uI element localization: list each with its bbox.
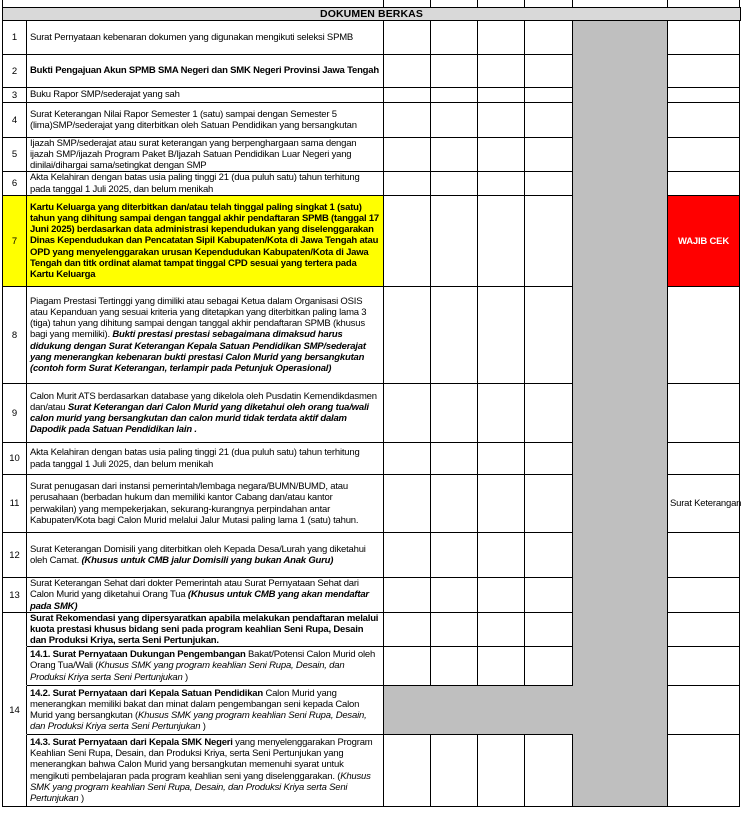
table-header-row [3, 7, 741, 21]
grid-strip-cell [525, 0, 573, 7]
table-row [3, 103, 741, 138]
item-description [27, 384, 384, 443]
grid-strip-cell [573, 0, 668, 7]
check-cell[interactable] [478, 88, 525, 103]
table-row [3, 613, 741, 647]
table-row [3, 172, 741, 196]
status-cell[interactable] [668, 287, 740, 384]
gray-column-cell [573, 103, 668, 138]
row-number-cell: 11 [3, 475, 27, 533]
gray-column-cell [573, 196, 668, 287]
check-cell[interactable] [384, 21, 431, 55]
check-cell[interactable] [431, 475, 478, 533]
gray-column-cell [573, 138, 668, 172]
item-description [27, 138, 384, 172]
item-description [27, 55, 384, 88]
check-cell[interactable] [384, 384, 431, 443]
gray-column-cell [573, 735, 668, 807]
gray-column-cell [573, 287, 668, 384]
item-description [27, 172, 384, 196]
check-cell[interactable] [384, 533, 431, 578]
status-cell[interactable] [668, 88, 740, 103]
row-number-cell: 14 [3, 686, 27, 735]
row-number-cell [3, 735, 27, 807]
check-cell[interactable] [525, 735, 573, 807]
status-cell[interactable] [668, 613, 740, 647]
merged-gray-cell [384, 686, 573, 735]
gray-column-cell [573, 613, 668, 647]
description-text-run: Surat Keterangan Nilai Rapor Semester 1 (satu) sampai dengan Semester 5 (lima)SMP/sederajat yang diterbitkan oleh Satuan Pendidikan yang bersangkutan [30, 108, 357, 131]
description-text-run: Akta Kelahiran dengan batas usia paling tinggi 21 (dua puluh satu) tahun terhitung pada tanggal 1 Juli 2025, dan belum menikah [30, 172, 360, 195]
table-row [3, 196, 741, 287]
description-text-run: Calon Murid yang menerangkan memiliki bakat dan minat dalam pengembangan seni kepada Calon Murid yang bersangkutan ( [30, 687, 360, 721]
check-cell[interactable] [384, 172, 431, 196]
status-cell[interactable] [668, 443, 740, 475]
check-cell[interactable] [384, 196, 431, 287]
check-cell[interactable] [478, 172, 525, 196]
row-number-cell: 1 [3, 21, 27, 55]
table-row [3, 55, 741, 88]
check-cell[interactable] [431, 578, 478, 613]
gray-column-cell [573, 21, 668, 55]
status-cell[interactable] [668, 578, 740, 613]
check-cell[interactable] [525, 647, 573, 686]
gray-column-cell [573, 533, 668, 578]
row-number-cell: 9 [3, 384, 27, 443]
check-cell[interactable] [384, 287, 431, 384]
item-description [27, 613, 384, 647]
grid-strip-cell [27, 0, 384, 7]
description-text-run: (Khusus untuk CMB jalur Domisili yang bukan Anak Guru) [81, 555, 334, 566]
table-row [3, 138, 741, 172]
note-cell [668, 475, 740, 533]
table-body [3, 21, 741, 807]
check-cell[interactable] [384, 443, 431, 475]
item-description [27, 287, 384, 384]
row-number-cell: 8 [3, 287, 27, 384]
table-row [3, 88, 741, 103]
table-row [3, 578, 741, 613]
row-number-cell [3, 613, 27, 647]
description-text-run: Khusus SMK yang program keahlian Seni Rupa, Desain, dan Produksi Kriya serta Seni Pertunjukan [30, 770, 371, 804]
description-text-run: Surat penugasan dari instansi pemerintah/lembaga negara/BUMN/BUMD, atau perusahaan (berbadan hukum dan memiliki kantor Cabang dan/atau kantor perwakilan) yang mempekerjakan, sekurang-kurangnya perpindahan antar Kabupaten/Kota bagi Calon Murid melalui Jalur Mutasi paling lama 1 (satu) tahun. [30, 481, 359, 526]
check-cell[interactable] [384, 138, 431, 172]
check-cell[interactable] [478, 55, 525, 88]
gray-column-cell [573, 55, 668, 88]
status-cell[interactable] [668, 686, 740, 735]
description-text-run: Akta Kelahiran dengan batas usia paling tinggi 21 (dua puluh satu) tahun terhitung pada tanggal 1 Juli 2025, dan belum menikah [30, 447, 360, 470]
grid-strip-cell [478, 0, 525, 7]
check-cell[interactable] [384, 475, 431, 533]
top-strip [3, 0, 741, 7]
table-row [3, 384, 741, 443]
check-cell[interactable] [431, 443, 478, 475]
check-cell[interactable] [525, 55, 573, 88]
row-number-cell: 3 [3, 88, 27, 103]
check-cell[interactable] [525, 384, 573, 443]
check-cell[interactable] [478, 287, 525, 384]
description-text-run: Surat Keterangan Domisili yang diterbitkan oleh Kepada Desa/Lurah yang diketahui oleh Camat. [30, 543, 366, 566]
description-text-run: Kartu Keluarga yang diterbitkan dan/atau telah tinggal paling singkat 1 (satu) tahun yang dihitung sampai dengan tanggal akhir pendaftaran SPMB (tanggal 17 Juni 2025) berdasarkan data administrasi kependudukan yang diselenggarakan Dinas Kependudukan dan Pencatatan Sipil Kabupaten/Kota di Jawa Tengah atau OPD yang menyelenggarakan urusan Kependudukan Kabupaten/Kota di Jawa Tengah dan titk ordinat alamat tampat tinggal CPD sesuai yang tertera pada Kartu Keluarga [30, 201, 380, 280]
check-cell[interactable] [525, 138, 573, 172]
status-cell[interactable] [668, 55, 740, 88]
gray-column-cell [573, 647, 668, 686]
row-number-cell: 7 [3, 196, 27, 287]
description-text-run: Buku Rapor SMP/sederajat yang sah [30, 89, 180, 101]
table-row [3, 533, 741, 578]
table-row [3, 21, 741, 55]
item-description [27, 686, 384, 735]
status-cell[interactable] [668, 138, 740, 172]
description-text-run: 14.1. Surat Pernyataan Dukungan Pengembangan [30, 649, 246, 661]
table-row [3, 647, 741, 686]
check-cell[interactable] [431, 103, 478, 138]
check-cell[interactable] [431, 384, 478, 443]
gray-column-cell [573, 384, 668, 443]
gray-column-cell [573, 475, 668, 533]
check-cell[interactable] [384, 647, 431, 686]
check-cell[interactable] [525, 21, 573, 55]
check-cell[interactable] [525, 533, 573, 578]
item-description [27, 578, 384, 613]
row-number-cell [3, 647, 27, 686]
check-cell[interactable] [478, 533, 525, 578]
check-cell[interactable] [525, 475, 573, 533]
check-cell[interactable] [525, 88, 573, 103]
table-row [3, 475, 741, 533]
check-cell[interactable] [431, 196, 478, 287]
check-cell[interactable] [478, 735, 525, 807]
check-cell[interactable] [525, 287, 573, 384]
check-cell[interactable] [478, 647, 525, 686]
check-cell[interactable] [525, 103, 573, 138]
description-text-run: ) [182, 671, 189, 683]
gray-column-cell [573, 578, 668, 613]
description-text-run: 14.2. Surat Pernyataan dari Kepala Satuan Pendidikan [30, 687, 263, 699]
item-description [27, 21, 384, 55]
check-cell[interactable] [525, 613, 573, 647]
check-cell[interactable] [431, 287, 478, 384]
check-cell[interactable] [431, 735, 478, 807]
check-cell[interactable] [478, 138, 525, 172]
check-cell[interactable] [431, 88, 478, 103]
grid-strip-cell [668, 0, 740, 7]
check-cell[interactable] [384, 103, 431, 138]
description-text-run: (Khusus untuk CMB yang akan mendaftar pada SMK) [30, 589, 369, 612]
status-cell[interactable] [668, 533, 740, 578]
wajib-cek-cell: WAJIB CEK [668, 196, 740, 287]
row-number-cell: 10 [3, 443, 27, 475]
description-text-run: 14.3. Surat Pernyataan dari Kepala SMK Negeri [30, 736, 233, 748]
table-row [3, 443, 741, 475]
description-text-run: Bukti prestasi prestasi sebagaimana dimaksud harus didukung dengan Surat Keterangan Kepala Satuan Pendidikan SMP/sederajat yang menerangkan kebenaran bukti prestasi Calon Murid yang bersangkutan (contoh form Surat Keterangan, terlampir pada Petunjuk Operasional) [30, 329, 366, 374]
status-cell[interactable] [668, 103, 740, 138]
check-cell[interactable] [431, 138, 478, 172]
status-cell[interactable] [668, 384, 740, 443]
gray-column-cell [573, 686, 668, 735]
check-cell[interactable] [478, 578, 525, 613]
description-text-run: Surat Pernyataan kebenaran dokumen yang digunakan mengikuti seleksi SPMB [30, 31, 354, 43]
item-description [27, 735, 384, 807]
check-cell[interactable] [525, 443, 573, 475]
grid-strip-cell [384, 0, 431, 7]
check-cell[interactable] [431, 533, 478, 578]
description-text-run: Calon Murit ATS berdasarkan database yang dikelola oleh Pusdatin Kemendikdasmen dan/atau [30, 390, 377, 413]
item-description [27, 88, 384, 103]
table-row [3, 735, 741, 807]
item-description [27, 647, 384, 686]
check-cell[interactable] [431, 172, 478, 196]
description-text-run: Piagam Prestasi Tertinggi yang dimiliki atau sebagai Ketua dalam Organisasi OSIS atau Kepanduan yang sesuai kriteria yang ditetapkan yang diterbitkan paling lama 3 (tiga) tahun yang dihitung sampai dengan tanggal akhir pendaftaran SPMB (khusus bagi yang memiliki). [30, 295, 367, 341]
check-cell[interactable] [478, 196, 525, 287]
check-cell[interactable] [478, 475, 525, 533]
item-description [27, 103, 384, 138]
check-cell[interactable] [478, 103, 525, 138]
check-cell[interactable] [525, 172, 573, 196]
gray-column-cell [573, 88, 668, 103]
gray-column-cell [573, 172, 668, 196]
description-text-run: ) [200, 721, 206, 733]
check-cell[interactable] [384, 613, 431, 647]
row-number-cell: 4 [3, 103, 27, 138]
description-text-run: Surat Rekomendasi yang dipersyaratkan apabila melakukan pendaftaran melalui kuota prestasi khusus bidang seni pada program keahlian Seni Rupa, Desain dan Produksi Kriya, serta Seni Pertunjukan. [30, 613, 379, 647]
check-cell[interactable] [431, 21, 478, 55]
check-cell[interactable] [384, 578, 431, 613]
description-text-run: Khusus SMK yang program keahlian Seni Rupa, Desain, dan Produksi Kriya serta Seni Pertunjukan [30, 710, 367, 733]
gray-column-cell [573, 443, 668, 475]
description-text-run: Bukti Pengajuan Akun SPMB SMA Negeri dan SMK Negeri Provinsi Jawa Tengah [30, 65, 379, 77]
table-row [3, 686, 741, 735]
description-text-run: Bakat/Potensi Calon Murid oleh Orang Tua/Wali ( [30, 649, 376, 672]
status-cell[interactable] [668, 735, 740, 807]
description-text-run: Surat Keterangan Sehat dari dokter Pemerintah atau Surat Pernyataan Sehat dari Calon Murid yang diketahui Orang Tua [30, 578, 359, 601]
item-description [27, 443, 384, 475]
check-cell[interactable] [384, 55, 431, 88]
description-text-run: Surat Keterangan dari Calon Murid yang diketahui oleh orang tua/wali calon murid yang bersangkutan dan calon murid tidak terdata aktif dalam Dapodik pada Satuan Pendidikan lain . [30, 401, 369, 436]
grid-strip-cell [3, 0, 27, 7]
check-cell[interactable] [525, 196, 573, 287]
check-cell[interactable] [478, 613, 525, 647]
check-cell[interactable] [525, 578, 573, 613]
check-cell[interactable] [478, 384, 525, 443]
status-cell[interactable] [668, 647, 740, 686]
description-text-run: Ijazah SMP/sederajat atau surat keterangan yang berpenghargaan sama dengan ijazah SMP/ijazah Program Paket B/Ijazah Satuan Pendidikan Luar Negeri yang dinilai/dihargai sama/setingkat dengan SMP [30, 138, 357, 172]
row-number-cell: 12 [3, 533, 27, 578]
grid-strip-cell [431, 0, 478, 7]
note-text: Surat Keterangan [670, 498, 742, 509]
check-cell[interactable] [431, 55, 478, 88]
row-number-cell: 5 [3, 138, 27, 172]
berkas-checklist-sheet [2, 0, 741, 807]
sheet-title: DOKUMEN BERKAS [3, 7, 741, 21]
item-description [27, 475, 384, 533]
status-cell[interactable] [668, 172, 740, 196]
item-description [27, 196, 384, 287]
check-cell[interactable] [384, 88, 431, 103]
row-number-cell: 13 [3, 578, 27, 613]
check-cell[interactable] [384, 735, 431, 807]
check-cell[interactable] [478, 21, 525, 55]
description-text-run: yang menyelenggarakan Program Keahlian Seni Rupa, Desain, dan Produksi Kriya, serta Seni Pertunjukan yang menerangkan bahwa Calon Murid yang bersangkutan memenuhi syarat untuk mengikuti pembelajaran pada program keahlian seni yang diselenggarakan. ( [30, 736, 373, 782]
row-number-cell: 2 [3, 55, 27, 88]
status-cell[interactable] [668, 21, 740, 55]
description-text-run: Khusus SMK yang program keahlian Seni Rupa, Desain, dan Produksi Kriya serta Seni Pertunjukan [30, 660, 345, 683]
check-cell[interactable] [431, 613, 478, 647]
check-cell[interactable] [478, 443, 525, 475]
table-row [3, 287, 741, 384]
description-text-run: ) [78, 792, 84, 804]
check-cell[interactable] [431, 647, 478, 686]
item-description [27, 533, 384, 578]
row-number-cell: 6 [3, 172, 27, 196]
